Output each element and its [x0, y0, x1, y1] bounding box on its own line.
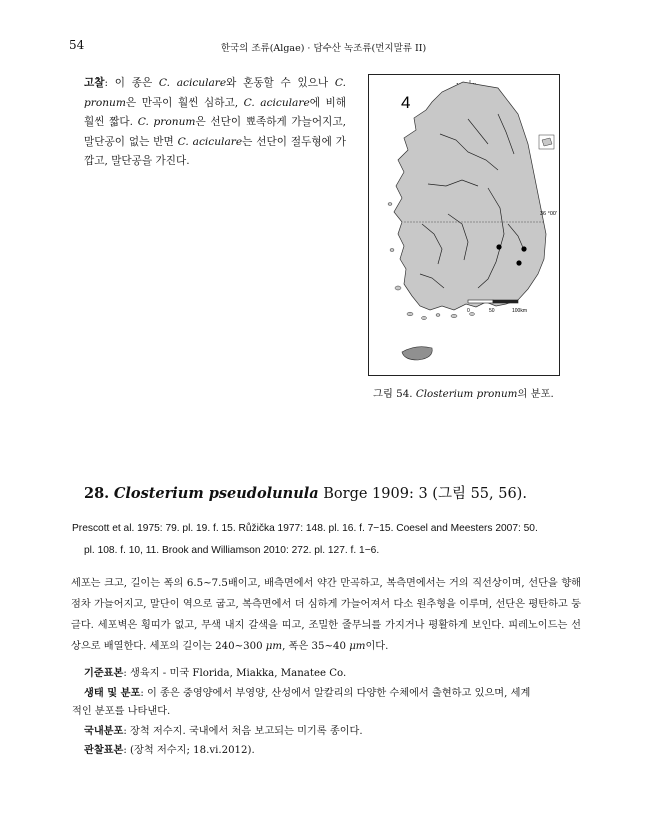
references [72, 518, 581, 562]
ecology-text-continued: 적인 분포를 나타낸다. [72, 706, 171, 717]
map-sheet-mark: 4 [401, 93, 411, 112]
domestic-distribution-text: : 장척 저수지. 국내에서 처음 보고되는 미기록 종이다. [123, 725, 363, 737]
remarks-text: 은 만곡이 훨씬 심하고, [125, 96, 244, 109]
ecology-text: : 이 종은 중영양에서 부영양, 산성에서 알칼리의 다양한 수체에서 출현하고 있으며, 세계 [140, 687, 531, 699]
reference-line: pl. 108. f. 10, 11. Brook and Williamson 2010: 272. pl. 127. f. 1−6. [84, 545, 380, 556]
ecology-label: 생태 및 분포 [84, 686, 141, 699]
description-paragraph [71, 573, 581, 657]
examined-specimen-text: : (장척 저수지; 18.vi.2012). [123, 745, 255, 756]
remarks-text: 와 혼동할 수 있으나 [226, 77, 335, 89]
unit: μm [265, 641, 283, 652]
species-name: C. pronum [137, 116, 196, 128]
occurrence-point [496, 244, 501, 249]
type-specimen-text: : 생육지 - 미국 Florida, Miakka, Manatee Co. [123, 668, 347, 679]
remarks-text: 는 선단이 절두형에 가깝고, 말단공을 가진다. [84, 135, 346, 167]
species-heading-name: Closterium pseudolunula [113, 485, 319, 502]
domestic-distribution-label: 국내분포 [84, 724, 124, 737]
domestic-distribution-row [72, 722, 582, 742]
examined-specimen-label: 관찰표본 [84, 744, 124, 756]
species-name: C. pronum [84, 77, 346, 109]
reference-line: Prescott et al. 1975: 79. pl. 19. f. 15. Růžička 1977: 148. pl. 16. f. 7−15. Coesel and Meesters 2007: 50. [72, 523, 538, 534]
type-specimen-row [72, 664, 582, 684]
running-title: 한국의 조류(Algae) · 담수산 녹조류(먼지말류 II) [220, 43, 427, 54]
occurrence-point [521, 246, 526, 251]
specimen-info [72, 664, 582, 761]
figure-caption [373, 385, 573, 400]
distribution-map [368, 74, 560, 376]
unit: μm [349, 641, 366, 652]
remarks-paragraph [84, 74, 346, 172]
caption-suffix: 의 분포. [517, 388, 554, 400]
species-authority: Borge 1909: 3 (그림 55, 56). [323, 486, 527, 502]
species-name: C. aciculare [243, 96, 310, 109]
remarks-text: : 이 종은 [104, 77, 159, 89]
description-text: , 폭은 35~40 [282, 641, 350, 652]
species-name: C. aciculare [158, 77, 227, 89]
species-number: 28. [84, 485, 110, 502]
remarks-text: 에 비해 훨씬 짧다. [84, 96, 346, 128]
remarks-text: 은 선단이 뾰족하게 가늘어지고, 말단공이 없는 반면 [84, 116, 346, 148]
page-number: 54 [69, 38, 85, 52]
examined-specimen-row [72, 741, 582, 761]
scale-label-100: 100km [512, 308, 528, 314]
ecology-row [72, 684, 582, 704]
species-heading [84, 482, 527, 503]
description-text: 이다. [365, 641, 389, 652]
caption-prefix: 그림 54. [373, 388, 413, 400]
caption-species: Closterium pronum [415, 388, 518, 400]
description-text: 세포는 크고, 길이는 폭의 6.5~7.5배이고, 배측면에서 약간 만곡하고, 복측면에서는 거의 직선상이며, 선단을 향해 점차 가늘어지고, 말단이 역으로 굽고, 복측면에서 더 심하게 가늘어져서 다소 원추형을 이루며, 선단은 평탄하고 둥글다. 세포벽은 횡띠가 없고, 무색 내지 갈색을 띠고, 조밀한 줄무늬를 가지거나 평활하게 보인다. 피레노이드는 선상으로 배열한다. 세포의 길이는 240~300 [71, 578, 581, 652]
scale-label-50: 50 [489, 308, 495, 314]
latitude-label: 36 °00' [540, 211, 558, 217]
species-name: C. aciculare [177, 135, 243, 148]
scale-label-0: 0 [467, 308, 470, 314]
occurrence-point [516, 260, 521, 265]
type-specimen-label: 기준표본 [84, 667, 124, 679]
remarks-label: 고찰 [84, 77, 105, 89]
